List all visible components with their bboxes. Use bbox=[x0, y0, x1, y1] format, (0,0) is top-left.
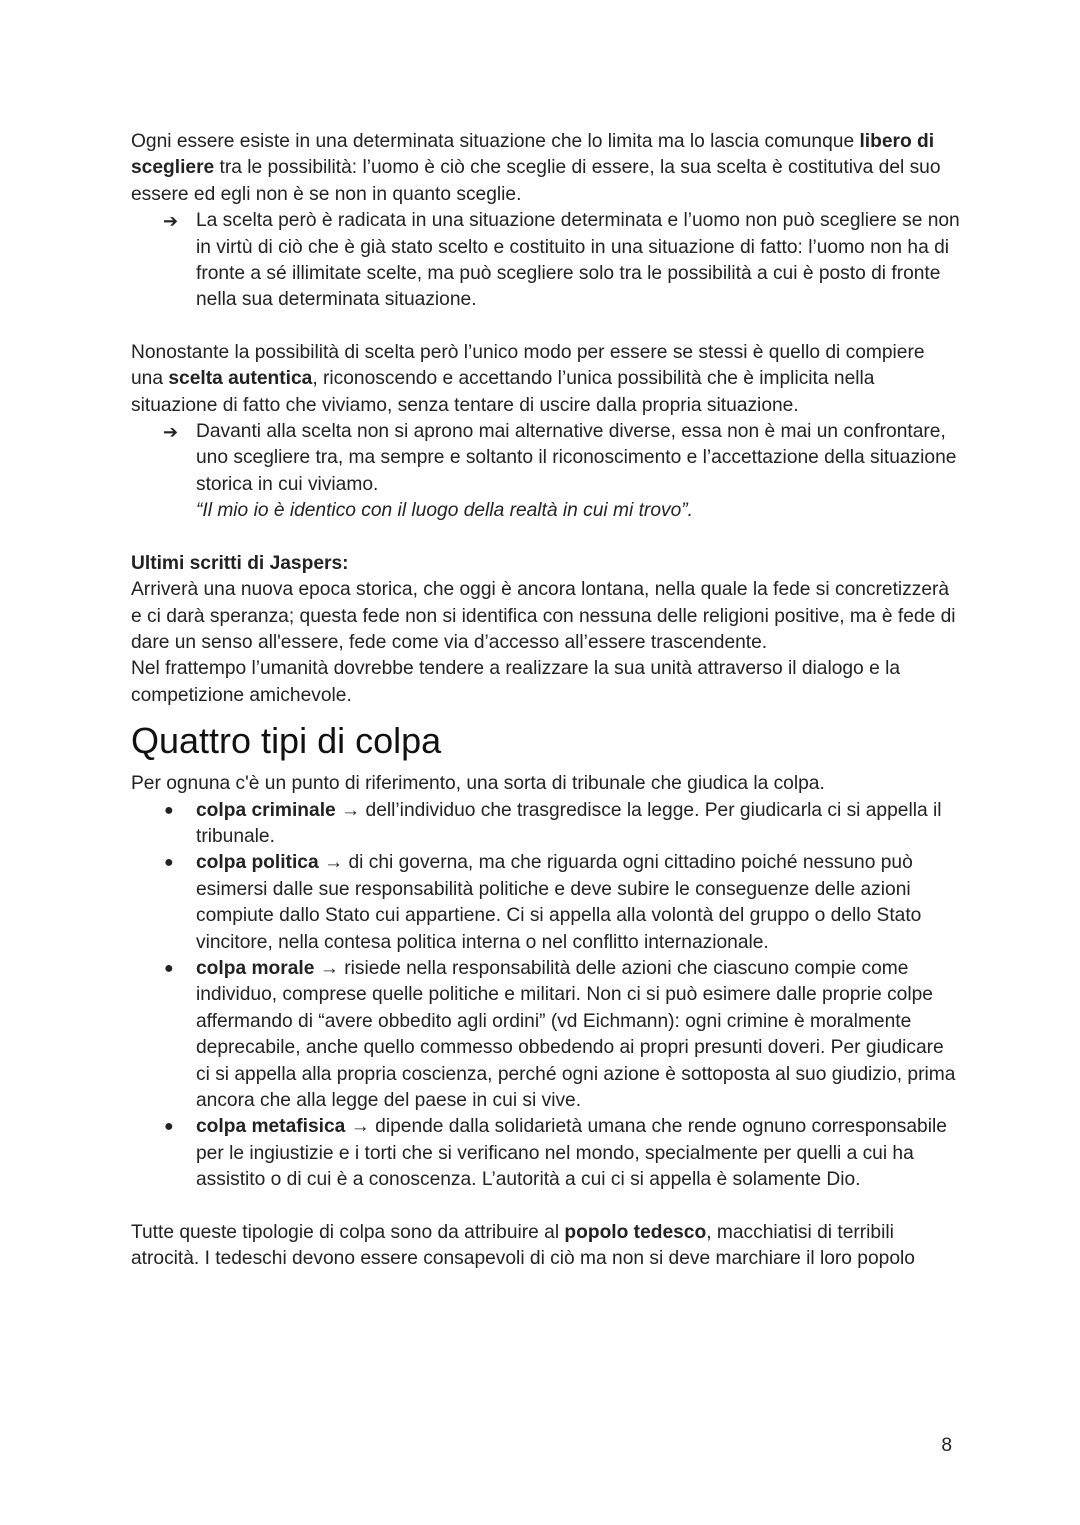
subheading-jaspers bbox=[131, 551, 961, 577]
list-item-colpa-criminale bbox=[131, 798, 961, 851]
list-item-text: → di chi governa, ma che riguarda ogni cittadino poiché nessuno può esimersi dalle sue responsabilità politiche e deve subire le conseguenze delle azioni compiute dallo Stato cui appartiene. Ci si appella alla volontà del gruppo o dello Stato vincitore, nella contesa politica interna o nel conflitto internazionale. bbox=[196, 852, 922, 953]
bullet-icon: ● bbox=[164, 1118, 174, 1136]
bold-term: colpa morale bbox=[196, 957, 315, 979]
paragraph-humanity-unity: Nel frattempo l’umanità dovrebbe tendere a realizzare la sua unità attraverso il dialogo e la competizione amichevole. bbox=[131, 658, 900, 706]
section-title: Quattro tipi di colpa bbox=[131, 720, 442, 762]
paragraph-text: , riconoscendo e accettando l’unica possibilità che è implicita nella situazione di fatto che viviamo, senza tentare di uscire dalla propria situazione. bbox=[131, 368, 875, 416]
arrow-point-situated-choice bbox=[131, 208, 961, 314]
arrow-point-text: La scelta però è radicata in una situazione determinata e l’uomo non può scegliere se non in virtù di ciò che è già stato scelto e costituito in una situazione di fatto: l’uomo non ha di fronte a sé illimitate scelte, ma può scegliere solo tra le possibilità a cui è posto di fronte nella sua determinata situazione. bbox=[196, 210, 960, 311]
bold-term: colpa criminale bbox=[196, 799, 336, 821]
list-item-text: → risiede nella responsabilità delle azioni che ciascuno compie come individuo, comprese quelle politiche e militari. Non ci si può esimere dalle proprie colpe affermando di “avere obbedito agli ordini” (vd Eichmann): ogni crimine è moralmente deprecabile, anche quello commesso obbedendo ai propri presunti doveri. Per giudicare ci si appella alla propria coscienza, perché ogni azione è sottoposta al suo giudizio, prima ancora che alla legge del paese in cui si vive. bbox=[196, 957, 956, 1111]
paragraph-freedom-of-choice bbox=[131, 129, 961, 208]
arrow-icon: ➔ bbox=[163, 422, 179, 443]
paragraph-text: tra le possibilità: l’uomo è ciò che sceglie di essere, la sua scelta è costitutiva del suo essere ed egli non è se non in quanto sceglie. bbox=[131, 157, 941, 205]
bullet-icon: ● bbox=[164, 854, 174, 872]
subheading-text: Ultimi scritti di Jaspers: bbox=[131, 552, 349, 574]
paragraph-text: Nonostante la possibilità di scelta però l’unico modo per essere se stessi è quello di compiere una bbox=[131, 341, 925, 390]
bold-term: libero di scegliere bbox=[131, 131, 935, 179]
bullet-icon: ● bbox=[164, 801, 174, 819]
page-content bbox=[131, 129, 961, 1272]
arrow-icon: ➔ bbox=[163, 211, 179, 232]
paragraph-authentic-choice bbox=[131, 340, 961, 419]
paragraph-text: Ogni essere esiste in una determinata situazione che lo limita ma lo lascia comunque bbox=[131, 131, 860, 152]
bold-term: colpa metafisica bbox=[196, 1116, 346, 1138]
bold-term: colpa politica bbox=[196, 852, 319, 874]
page-number: 8 bbox=[941, 1435, 952, 1456]
bold-term: scelta autentica bbox=[168, 368, 313, 390]
paragraph-new-epoch: Arriverà una nuova epoca storica, che oggi è ancora lontana, nella quale la fede si concretizzerà e ci darà speranza; questa fede non si identifica con nessuna delle religioni positive, ma è fede di dare un senso all'essere, fede come via d’accesso all’essere trascendente. bbox=[131, 579, 956, 653]
bullet-icon: ● bbox=[164, 959, 174, 977]
paragraph-german-people bbox=[131, 1220, 961, 1273]
list-item-text: → dell’individuo che trasgredisce la legge. Per giudicarla ci si appella il tribunale. bbox=[196, 799, 942, 847]
list-item-text: → dipende dalla solidarietà umana che rende ognuno corresponsabile per le ingiustizie e i torti che si verificano nel mondo, specialmente per quelli a cui ha assistito o di cui è a conoscenza. L’autorità a cui ci si appella è solamente Dio. bbox=[196, 1116, 947, 1191]
arrow-point-text: Davanti alla scelta non si aprono mai alternative diverse, essa non è mai un confrontare, uno scegliere tra, ma sempre e soltanto il riconoscimento e l’accettazione della situazione storica in cui viviamo. bbox=[196, 421, 957, 495]
paragraph-text: , macchiatisi di terribili atrocità. I tedeschi devono essere consapevoli di ciò ma non si deve marchiare il loro popolo bbox=[131, 1221, 915, 1270]
quotation: “Il mio io è identico con il luogo della realtà in cui mi trovo”. bbox=[196, 500, 693, 522]
list-item-colpa-politica bbox=[131, 850, 961, 956]
paragraph-text: Tutte queste tipologie di colpa sono da attribuire al bbox=[131, 1221, 565, 1243]
section-intro: Per ognuna c'è un punto di riferimento, una sorta di tribunale che giudica la colpa. bbox=[131, 773, 825, 795]
arrow-point-no-alternatives bbox=[131, 419, 961, 525]
list-item-colpa-morale bbox=[131, 956, 961, 1114]
bold-term: popolo tedesco bbox=[564, 1221, 707, 1243]
list-item-colpa-metafisica bbox=[131, 1114, 961, 1193]
